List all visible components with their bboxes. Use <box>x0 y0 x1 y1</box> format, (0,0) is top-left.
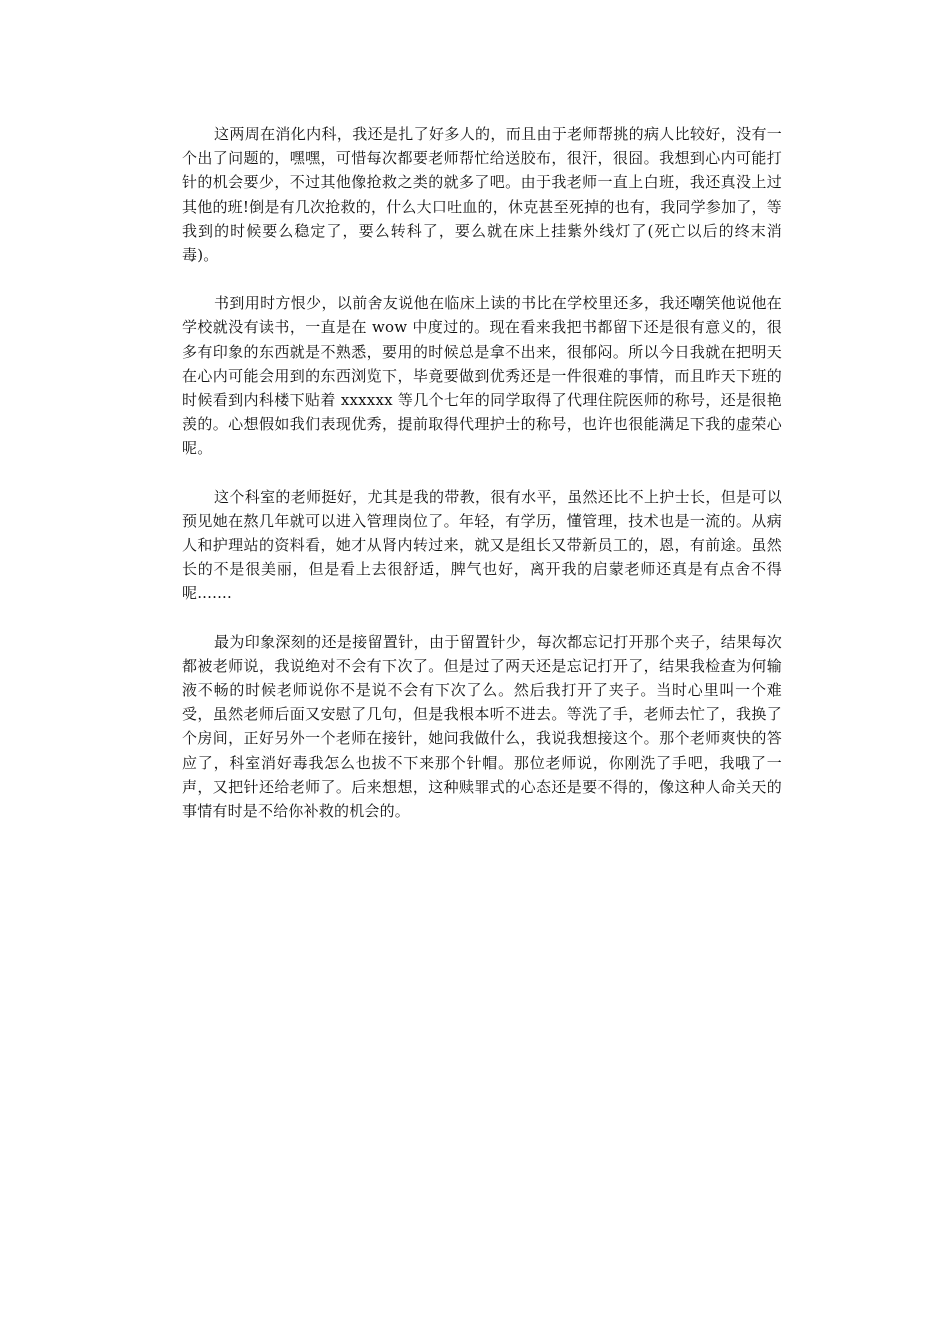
paragraph-1: 这两周在消化内科，我还是扎了好多人的，而且由于老师帮挑的病人比较好，没有一个出了问题的，嘿嘿，可惜每次都要老师帮忙给送胶布，很汗，很囧。我想到心内可能打针的机会要少，不过其他像抢救之类的就多了吧。由于我老师一直上白班，我还真没上过其他的班!倒是有几次抢救的，什么大口吐血的，休克甚至死掉的也有，我同学参加了，等我到的时候要么稳定了，要么转科了，要么就在床上挂紫外线灯了(死亡以后的终末消毒)。 <box>182 125 782 265</box>
paragraph-3: 这个科室的老师挺好，尤其是我的带教，很有水平，虽然还比不上护士长，但是可以预见她在熬几年就可以进入管理岗位了。年轻，有学历，懂管理，技术也是一流的。从病人和护理站的资料看，她才从肾内转过来，就又是组长又带新员工的，恩，有前途。虽然长的不是很美丽，但是看上去很舒适，脾气也好，离开我的启蒙老师还真是有点舍不得呢....... <box>182 487 782 603</box>
document-body <box>182 122 782 823</box>
paragraph-4: 最为印象深刻的还是接留置针，由于留置针少，每次都忘记打开那个夹子，结果每次都被老师说，我说绝对不会有下次了。但是过了两天还是忘记打开了，结果我检查为何输液不畅的时候老师说你不是说不会有下次了么。然后我打开了夹子。当时心里叫一个难受，虽然老师后面又安慰了几句，但是我根本听不进去。等洗了手，老师去忙了，我换了个房间，正好另外一个老师在接针，她问我做什么，我说我想接这个。那个老师爽快的答应了，科室消好毒我怎么也拔不下来那个针帽。那位老师说，你刚洗了手吧，我哦了一声，又把针还给老师了。后来想想，这种赎罪式的心态还是要不得的，像这种人命关天的事情有时是不给你补救的机会的。 <box>182 632 782 821</box>
paragraph-2: 书到用时方恨少，以前舍友说他在临床上读的书比在学校里还多，我还嘲笑他说他在学校就没有读书，一直是在 wow 中度过的。现在看来我把书都留下还是很有意义的，很多有印象的东西就是不熟悉，要用的时候总是拿不出来，很郁闷。所以今日我就在把明天在心内可能会用到的东西浏览下，毕竟要做到优秀还是一件很难的事情，而且昨天下班的时候看到内科楼下贴着 xxxxxx 等几个七年的同学取得了代理住院医师的称号，还是很艳羡的。心想假如我们表现优秀，提前取得代理护士的称号，也许也很能满足下我的虚荣心呢。 <box>182 294 782 458</box>
